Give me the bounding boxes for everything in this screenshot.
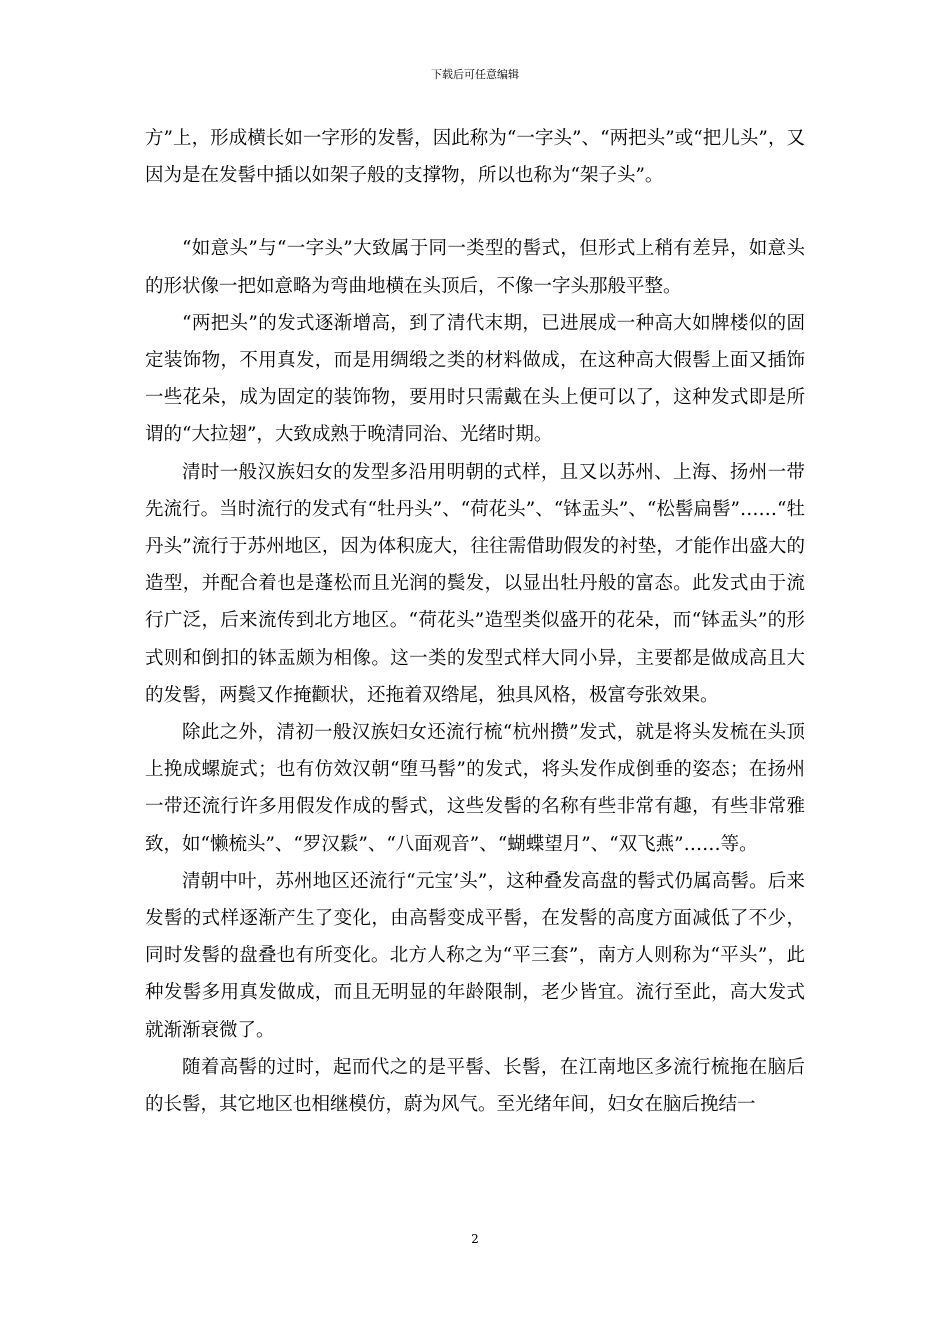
paragraph-early-qing-styles: 除此之外，清初一般汉族妇女还流行梳“杭州攒”发式，就是将头发梳在头顶上挽成螺旋式；也有仿效汉朝“堕马髻”的发式，将头发作成倒垂的姿态；在扬州一带还流行许多用假发作成的髻式，这些发髻的名称有些非常有趣，有些非常雅致，如“懒梳头”、“罗汉鬏”、“八面观音”、“蝴蝶望月”、“双飞燕”……等。 — [145, 722, 805, 855]
paragraph-continuation: 方”上，形成横长如一字形的发髻，因此称为“一字头”、“两把头”或“把儿头”，又因为是在发髻中插以如架子般的支撑物，所以也称为“架子头”。 — [145, 128, 805, 187]
paragraph-mid-qing-styles: 清朝中叶，苏州地区还流行“元宝’头”，这种叠发高盘的髻式仍属高髻。后来发髻的式样逐渐产生了变化，由高髻变成平髻，在发髻的高度方面减低了不少，同时发髻的盘叠也有所变化。北方人称之为“平三套”，南方人则称为“平头”，此种发髻多用真发做成，而且无明显的年龄限制，老少皆宜。流行至此，高大发式就渐渐衰微了。 — [145, 870, 805, 1041]
paragraph-long-bun: 随着高髻的过时，起而代之的是平髻、长髻，在江南地区多流行梳拖在脑后的长髻，其它地区也相继模仿，蔚为风气。至光绪年间，妇女在脑后挽结一 — [145, 1056, 805, 1116]
paragraph-liangba-tou: “两把头”的发式逐渐增高，到了清代末期，已进展成一种高大如牌楼似的固定装饰物，不用真发，而是用绸缎之类的材料做成，在这种高大假髻上面又插饰一些花朵，成为固定的装饰物，要用时只需戴在头上便可以了，这种发式即是所谓的“大拉翅”，大致成熟于晚清同治、光绪时期。 — [145, 312, 805, 446]
page-header: 下载后可任意编辑 — [431, 68, 519, 81]
paragraph-ruyi-tou: “如意头”与“一字头”大致属于同一类型的髻式，但形式上稍有差异，如意头的形状像一把如意略为弯曲地横在头顶后，不像一字头那般平整。 — [145, 238, 805, 297]
page-number: 2 — [471, 1232, 479, 1246]
paragraph-han-women-hairstyles: 清时一般汉族妇女的发型多沿用明朝的式样，且又以苏州、上海、扬州一带先流行。当时流行的发式有“牡丹头”、“荷花头”、“钵盂头”、“松髻扁髻”……“牡丹头”流行于苏州地区，因为体积庞大，往往需借助假发的衬垫，才能作出盛大的造型，并配合着也是蓬松而且光润的鬓发，以显出牡丹般的富态。此发式由于流行广泛，后来流传到北方地区。“荷花头”造型类似盛开的花朵，而“钵盂头”的形式则和倒扣的钵盂颇为相像。这一类的发型式样大同小异，主要都是做成高且大的发髻，两鬓又作掩颧状，还拖着双绺尾，独具风格，极富夸张效果。 — [145, 461, 805, 706]
document-body — [145, 120, 805, 1123]
